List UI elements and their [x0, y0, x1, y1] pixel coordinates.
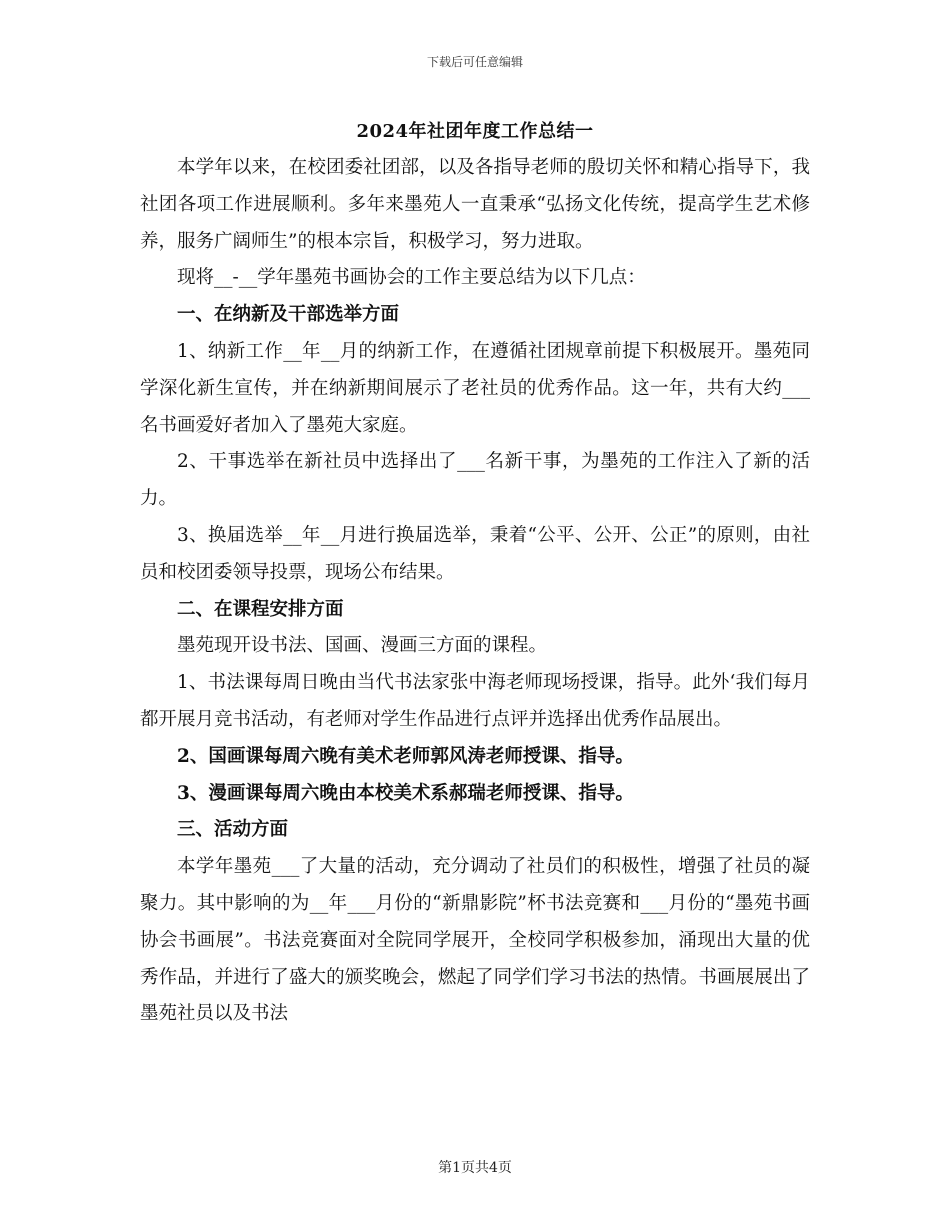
page-number-footer: 第1页共4页	[438, 1160, 512, 1176]
document-body	[140, 150, 810, 1033]
paragraph: 3、换届选举__年__月进行换届选举，秉着“公平、公开、公正”的原则，由社员和校团委领导投票，现场公布结果。	[140, 524, 810, 583]
page-header-note: 下载后可任意编辑	[426, 55, 523, 69]
paragraph: 1、纳新工作__年__月的纳新工作，在遵循社团规章前提下积极展开。墨苑同学深化新生宣传，并在纳新期间展示了老社员的优秀作品。这一年，共有大约___名书画爱好者加入了墨苑大家庭。	[140, 340, 810, 436]
paragraph: 现将__-__学年墨苑书画协会的工作主要总结为以下几点：	[177, 267, 646, 289]
paragraph: 2、干事选举在新社员中选择出了___名新干事，为墨苑的工作注入了新的活力。	[140, 451, 810, 510]
section-heading: 三、活动方面	[177, 819, 289, 841]
paragraph-bold: 2、国画课每周六晚有美术老师郭风涛老师授课、指导。	[177, 745, 634, 767]
paragraph-bold: 3、漫画课每周六晚由本校美术系郝瑞老师授课、指导。	[177, 782, 634, 804]
paragraph: 1、书法课每周日晚由当代书法家张中海老师现场授课，指导。此外‘我们每月都开展月竞书活动，有老师对学生作品进行点评并选择出优秀作品展出。	[140, 672, 810, 730]
paragraph: 本学年墨苑___了大量的活动，充分调动了社员们的积极性，增强了社员的凝聚力。其中影响的为__年___月份的“新鼎影院”杯书法竞赛和___月份的“墨苑书画协会书画展”。书法竞赛面对全院同学展开，全校同学积极参加，涌现出大量的优秀作品，并进行了盛大的颁奖晚会，燃起了同学们学习书法的热情。书画展展出了墨苑社员以及书法	[140, 856, 810, 1025]
document-title: 2024年社团年度工作总结一	[356, 121, 594, 142]
section-heading: 一、在纳新及干部选举方面	[177, 304, 400, 326]
section-heading: 二、在课程安排方面	[177, 598, 344, 620]
paragraph: 本学年以来，在校团委社团部，以及各指导老师的殷切关怀和精心指导下，我社团各项工作进展顺利。多年来墨苑人一直秉承“弘扬文化传统，提高学生艺术修养，服务广阔师生”的根本宗旨，积极学习，努力进取。	[140, 157, 810, 252]
paragraph: 墨苑现开设书法、国画、漫画三方面的课程。	[177, 635, 548, 657]
